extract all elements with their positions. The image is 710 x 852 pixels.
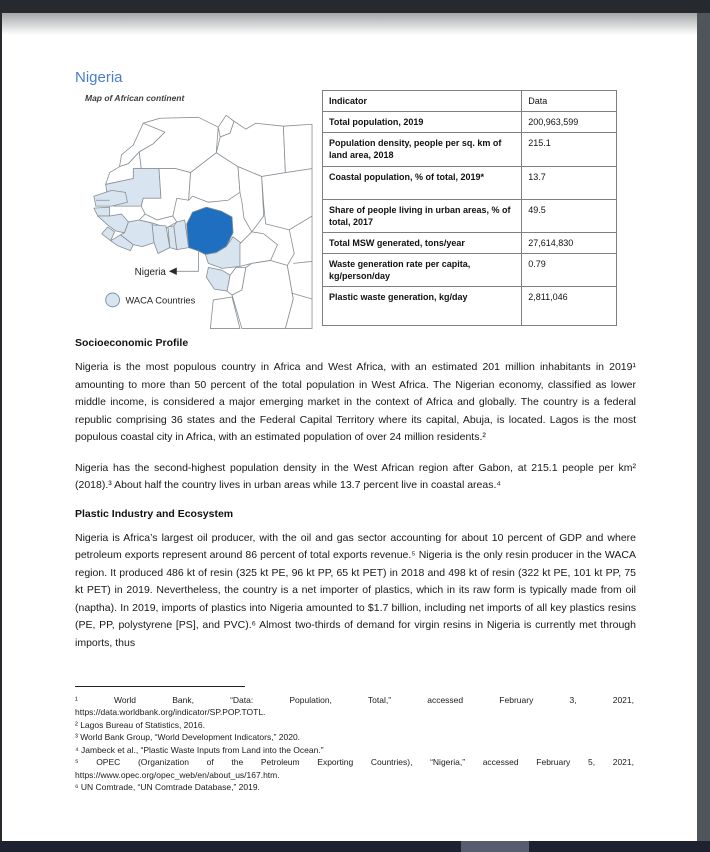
table-row: [323, 287, 617, 326]
footnote-separator: [75, 686, 245, 687]
footnote-line: ³ World Bank Group, “World Development Indicators,” 2020.: [75, 732, 301, 743]
indicator-cell: Coastal population, % of total, 2019*: [323, 166, 522, 199]
country-senegal: [94, 190, 128, 206]
table-row: [323, 253, 617, 286]
country-gabon: [206, 267, 230, 291]
paragraph: Nigeria is Africa’s largest oil producer, with the oil and gas sector accounting for about 10 percent of GDP and where petroleum exports represent around 86 percent of total exports revenue.⁵ Nigeria is the only resin producer in the WACA region. It produced 486 kt of resin (325 kt PE, 96 kt PP, 65 kt PET) in 2018 and 498 kt of resin (322 kt PE, 101 kt PP, 75 kt PET) in 2019. Nevertheless, the country is a net importer of plastics, which in its raw form is typically made from oil (naptha). In 2019, imports of plastics into Nigeria amounted to $1.7 billion, including net imports of all key plastics resins (PE, PP, polystyrene [PS], and PVC).⁶ Almost two-thirds of demand for virgin resins in Nigeria is currently met through imports, thus: [75, 531, 636, 649]
nigeria-callout-arrowhead: [169, 268, 177, 276]
paragraph: Nigeria is the most populous country in Africa and West Africa, with an estimated 201 million inhabitants in 2019¹ amounting to more than 50 percent of the total population in West Africa. The Nigerian economy, classified as lower middle income, is considered a major emerging market in the context of Africa and globally. The country is a federal republic comprising 36 states and the Federal Capital Territory where its capital, Abuja, is located. Lagos is the most populous coastal city in Africa, with an estimated population of over 24 million residents.²: [75, 361, 636, 443]
column-header-data: Data: [522, 91, 617, 112]
footnote-line: ² Lagos Bureau of Statistics, 2016.: [75, 719, 205, 730]
data-cell: 49.5: [522, 199, 617, 232]
indicators-table: [322, 90, 617, 326]
indicator-cell: Waste generation rate per capita, kg/person/day: [323, 253, 522, 286]
data-cell: 2,811,046: [522, 287, 617, 326]
country-guinea-bissau: [94, 207, 110, 216]
section-heading-socioeconomic: Socioeconomic Profile: [75, 337, 189, 349]
footnote-line: ⁴ Jambeck et al., “Plastic Waste Inputs from Land into the Ocean.”: [75, 744, 324, 755]
country-egypt: [283, 124, 312, 172]
footnote-line: ⁵ OPEC (Organization of the Petroleum Exporting Countries), “Nigeria,” accessed February 5, 2021,: [75, 757, 634, 768]
footnotes: [75, 682, 634, 794]
data-cell: 27,614,830: [522, 232, 617, 253]
footnote-line: https://www.opec.org/opec_web/en/about_us/167.htm.: [75, 769, 280, 780]
paragraph: Nigeria has the second-highest population density in the West African region after Gabon, at 215.1 people per km² (2018).³ About half the country lives in urban areas while 13.7 percent live in coastal areas.⁴: [75, 461, 636, 491]
data-cell: 13.7: [522, 166, 617, 199]
indicator-cell: Plastic waste generation, kg/day: [323, 287, 522, 326]
data-cell: 200,963,599: [522, 112, 617, 133]
footnote-line: ⁶ UN Comtrade, “UN Comtrade Database,” 2019.: [75, 782, 260, 793]
waca-legend-swatch: [106, 293, 120, 307]
table-row: [323, 232, 617, 253]
table-row: [323, 133, 617, 166]
footnote-line: ¹ World Bank, “Data: Population, Total,” accessed February 3, 2021,: [75, 695, 634, 705]
country-chad: [238, 167, 264, 232]
footnote-line: https://data.worldbank.org/indicator/SP.POP.TOTL.: [75, 707, 266, 718]
map-nigeria-label: Nigeria: [134, 266, 166, 278]
country-guinea: [98, 214, 129, 233]
africa-map: [82, 105, 314, 331]
nigeria-callout-line: [170, 250, 199, 272]
indicator-cell: Population density, people per sq. km of land area, 2018: [323, 133, 522, 166]
indicator-cell: Total MSW generated, tons/year: [323, 232, 522, 253]
table-row: [323, 199, 617, 232]
country-ghana: [152, 225, 170, 254]
indicator-cell: Total population, 2019: [323, 112, 522, 133]
table-row: [323, 166, 617, 199]
horizontal-scrollbar-track[interactable]: [0, 841, 710, 852]
body-content: [75, 337, 636, 665]
table-row: [323, 112, 617, 133]
column-header-indicator: Indicator: [323, 91, 522, 112]
map-caption: Map of African continent: [85, 93, 185, 103]
waca-legend-label: WACA Countries: [125, 295, 196, 306]
section-heading-plastic-industry: Plastic Industry and Ecosystem: [75, 507, 234, 520]
indicator-cell: Share of people living in urban areas, % of total, 2017: [323, 199, 522, 232]
right-edge-panel: [697, 13, 710, 841]
data-cell: 0.79: [522, 253, 617, 286]
page-title: Nigeria: [75, 69, 123, 86]
table-header-row: [323, 91, 617, 112]
horizontal-scrollbar-thumb[interactable]: [461, 841, 529, 852]
document-page: [2, 13, 697, 841]
data-cell: 215.1: [522, 133, 617, 166]
